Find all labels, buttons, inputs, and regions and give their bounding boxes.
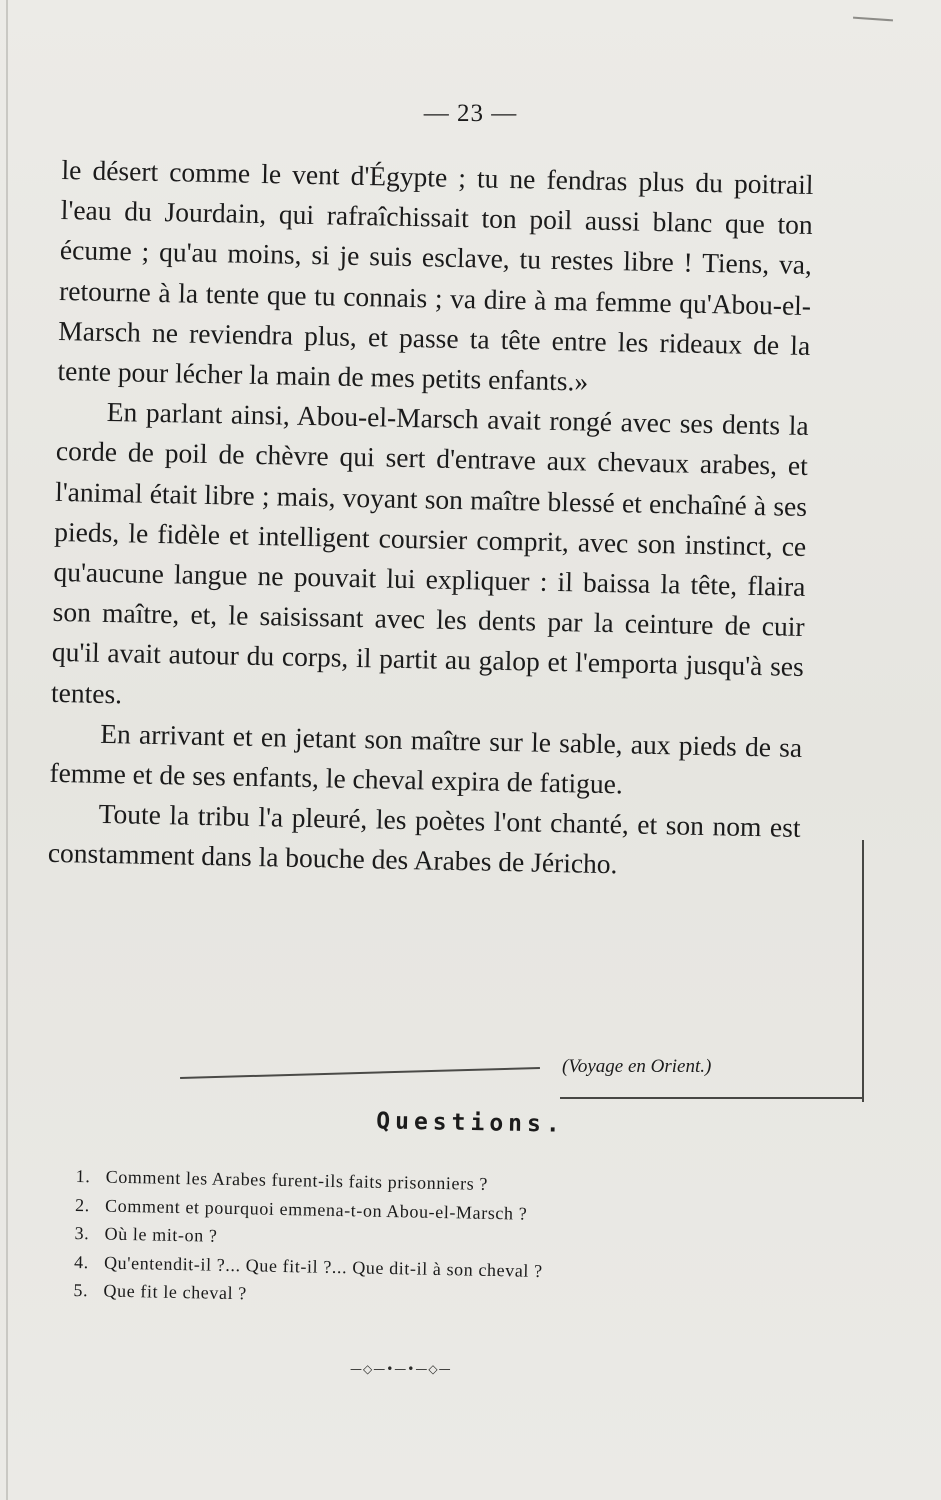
question-text: Que fit le cheval ? <box>103 1280 248 1304</box>
questions-heading: Questions. <box>376 1108 565 1138</box>
paragraph-2: En parlant ainsi, Abou-el-Marsch avait rongé avec ses dents la corde de poil de chèvre qui sert d'entrave aux chevaux arabes, et l'animal était libre ; mais, voyant son maître blessé et enchaîné à ses pieds, le fidèle et intelligent coursier comprit, avec son instinct, ce qu'aucune langue ne pouvait lui expliquer : il baissa la tête, flaira son maître, et, le saisissant avec les dents par la ceinture de cuir qu'il avait autour du corps, il partit au galop et l'emporta jusqu'à ses tentes. <box>50 396 809 709</box>
source-rule <box>180 1067 540 1079</box>
question-number: 5. <box>73 1280 89 1301</box>
page-edge-shadow <box>6 0 8 1500</box>
body-text <box>47 150 813 889</box>
end-ornament: —◇—•—•—◇— <box>350 1362 452 1376</box>
page-number: — 23 — <box>423 100 518 127</box>
margin-bracket <box>846 840 864 1102</box>
question-number: 2. <box>74 1194 91 1215</box>
question-text: Où le mit-on ? <box>104 1223 218 1246</box>
question-number: 4. <box>73 1251 89 1273</box>
question-text: Qu'entendit-il ?... Que fit-il ?... Que dit-il à son cheval ? <box>103 1252 543 1281</box>
margin-bracket-bottom <box>560 1097 862 1099</box>
question-text: Comment les Arabes furent-ils faits prisonniers ? <box>105 1166 489 1194</box>
source-citation: (Voyage en Orient.) <box>562 1056 712 1077</box>
paragraph-3: En arrivant et en jetant son maître sur le sable, aux pieds de sa femme et de ses enfants, le cheval expira de fatigue. <box>49 717 803 800</box>
paragraph-4: Toute la tribu l'a pleuré, les poètes l'ont chanté, et son nom est constamment dans la bouche des Arabes de Jéricho. <box>47 798 801 880</box>
question-number: 3. <box>74 1223 90 1244</box>
question-number: 1. <box>75 1165 91 1187</box>
paragraph-1: le désert comme le vent d'Égypte ; tu ne fendras plus du poitrail l'eau du Jourdain, qui rafraîchissait ton poil aussi blanc que ton écume ; qu'au moins, si je suis esclave, tu restes libre ! Tiens, va, retourne à la tente que tu connais ; va dire à ma femme qu'Abou-el-Marsch ne reviendra plus, et passe ta tête entre les rideaux de la tente pour lécher la main de mes petits enfants.» <box>57 153 814 397</box>
corner-pencil-mark <box>853 17 893 22</box>
question-text: Comment et pourquoi emmena-t-on Abou-el-Marsch ? <box>104 1195 528 1224</box>
questions-list <box>73 1162 716 1317</box>
